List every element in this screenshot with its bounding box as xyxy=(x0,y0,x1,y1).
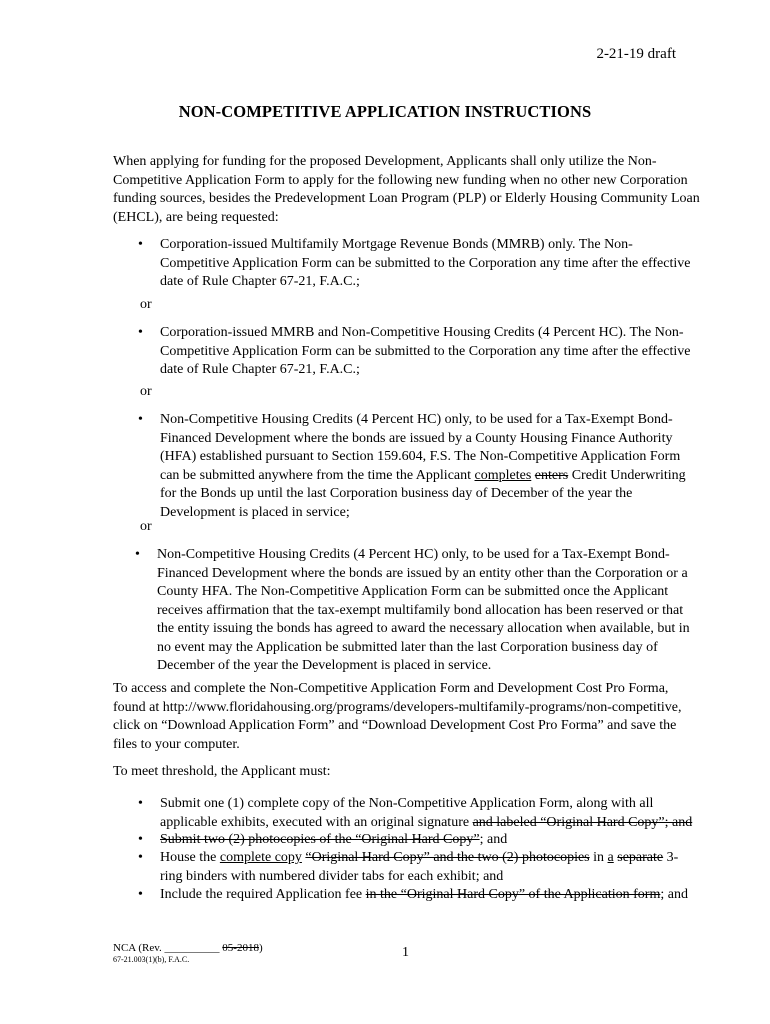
threshold-item-submit-copy xyxy=(138,795,700,832)
funding-option-mmrb xyxy=(138,236,700,292)
draft-label: 2-21-19 draft xyxy=(596,46,676,62)
bullet-icon: • xyxy=(138,796,143,811)
threshold-item-photocopies xyxy=(138,831,700,850)
footer-form-reference xyxy=(113,942,263,965)
threshold-text: ; and xyxy=(660,887,688,902)
page-number: 1 xyxy=(402,945,409,960)
bullet-icon: • xyxy=(138,887,143,902)
deleted-text: Submit two (2) photocopies of the “Original Hard Copy” xyxy=(160,832,480,847)
inserted-text: complete copy xyxy=(219,850,302,865)
deleted-text: enters xyxy=(534,467,569,483)
funding-option-hc-other-entity xyxy=(135,546,703,676)
or-separator: or xyxy=(140,384,152,399)
funding-option-text: Credit Underwriting for the Bonds up until the last Corporation business day of December of the year the Development is placed in service; xyxy=(160,467,686,520)
threshold-text: 3-ring binders with numbered divider tabs for each exhibit; and xyxy=(160,850,679,884)
footer-rev-close: ) xyxy=(258,942,263,954)
threshold-text: House the xyxy=(160,850,220,865)
funding-option-hc-county-hfa xyxy=(138,411,700,522)
threshold-item-application-fee xyxy=(138,886,700,905)
footer-form-label: NCA (Rev. xyxy=(113,942,165,954)
deleted-text: in the “Original Hard Copy” of the Application form xyxy=(365,887,661,902)
inserted-text: a xyxy=(607,850,614,865)
or-separator: or xyxy=(140,297,152,312)
threshold-text: in xyxy=(589,850,608,865)
deleted-text: “Original Hard Copy” and the two (2) photocopies xyxy=(305,850,590,865)
threshold-text: Include the required Application fee xyxy=(160,887,366,902)
inserted-text: completes xyxy=(474,467,532,483)
bullet-icon: • xyxy=(138,850,143,865)
threshold-item-binders xyxy=(138,849,700,886)
intro-paragraph: When applying for funding for the proposed Development, Applicants shall only utilize the Non-Competitive Application Form to apply for the following new funding when no other new Corporation funding sources, besides the Predevelopment Loan Program (PLP) or Elderly Housing Community Loan (EHCL), are being requested: xyxy=(113,154,700,225)
access-paragraph: To access and complete the Non-Competitive Application Form and Development Cost Pro Forma, found at http://www.floridahousing.org/programs/developers-multifamily-programs/non-competitive, click on “Download Application Form” and “Download Development Cost Pro Forma” and save the files to your computer. xyxy=(113,681,682,752)
deleted-text: and labeled “Original Hard Copy”; and xyxy=(472,814,693,830)
funding-option-text: Non-Competitive Housing Credits (4 Percent HC) only, to be used for a Tax-Exempt Bond-Financed Development where the bonds are issued by an entity other than the Corporation or a County HFA. The Non-Competitive Application Form can be submitted once the Applicant receives affirmation that the tax-exempt multifamily bond allocation has been reserved or that the entity issuing the bonds has agreed to award the necessary allocation when available, but in no event may the Application be submitted later than the last Corporation business day of December of the year the Development is placed in service. xyxy=(157,547,690,673)
threshold-text: Submit one (1) complete copy of the Non-Competitive Application Form, along with all applicable exhibits, executed with an original signature xyxy=(160,796,654,830)
page-title: NON-COMPETITIVE APPLICATION INSTRUCTIONS xyxy=(178,102,592,121)
funding-option-text: Corporation-issued Multifamily Mortgage Revenue Bonds (MMRB) only. The Non-Competitive Application Form can be submitted to the Corporation any time after the effective date of Rule Chapter 67-21, F.A.C.; xyxy=(160,237,691,289)
footer-rev-deleted: 05-2018 xyxy=(222,942,259,954)
or-separator: or xyxy=(140,519,152,534)
bullet-icon: • xyxy=(138,412,143,427)
bullet-icon: • xyxy=(138,832,143,847)
deleted-text: separate xyxy=(617,850,664,865)
threshold-intro: To meet threshold, the Applicant must: xyxy=(113,764,331,779)
footer-rev-blank: __________ xyxy=(164,942,220,954)
funding-option-text: Non-Competitive Housing Credits (4 Percent HC) only, to be used for a Tax-Exempt Bond-Financed Development where the bonds are issued by a County Housing Finance Authority (HFA) established pursuant to Section 159.604, F.S. The Non-Competitive Application Form can be submitted anywhere from the time the Applicant xyxy=(160,412,681,483)
bullet-icon: • xyxy=(135,547,140,562)
bullet-icon: • xyxy=(138,325,143,340)
funding-option-mmrb-hc xyxy=(138,324,700,380)
bullet-icon: • xyxy=(138,237,143,252)
threshold-text: ; and xyxy=(479,832,508,847)
funding-option-text: Corporation-issued MMRB and Non-Competitive Housing Credits (4 Percent HC). The Non-Competitive Application Form can be submitted to the Corporation any time after the effective date of Rule Chapter 67-21, F.A.C.; xyxy=(160,325,691,377)
footer-rule-reference: 67-21.003(1)(b), F.A.C. xyxy=(113,955,190,964)
